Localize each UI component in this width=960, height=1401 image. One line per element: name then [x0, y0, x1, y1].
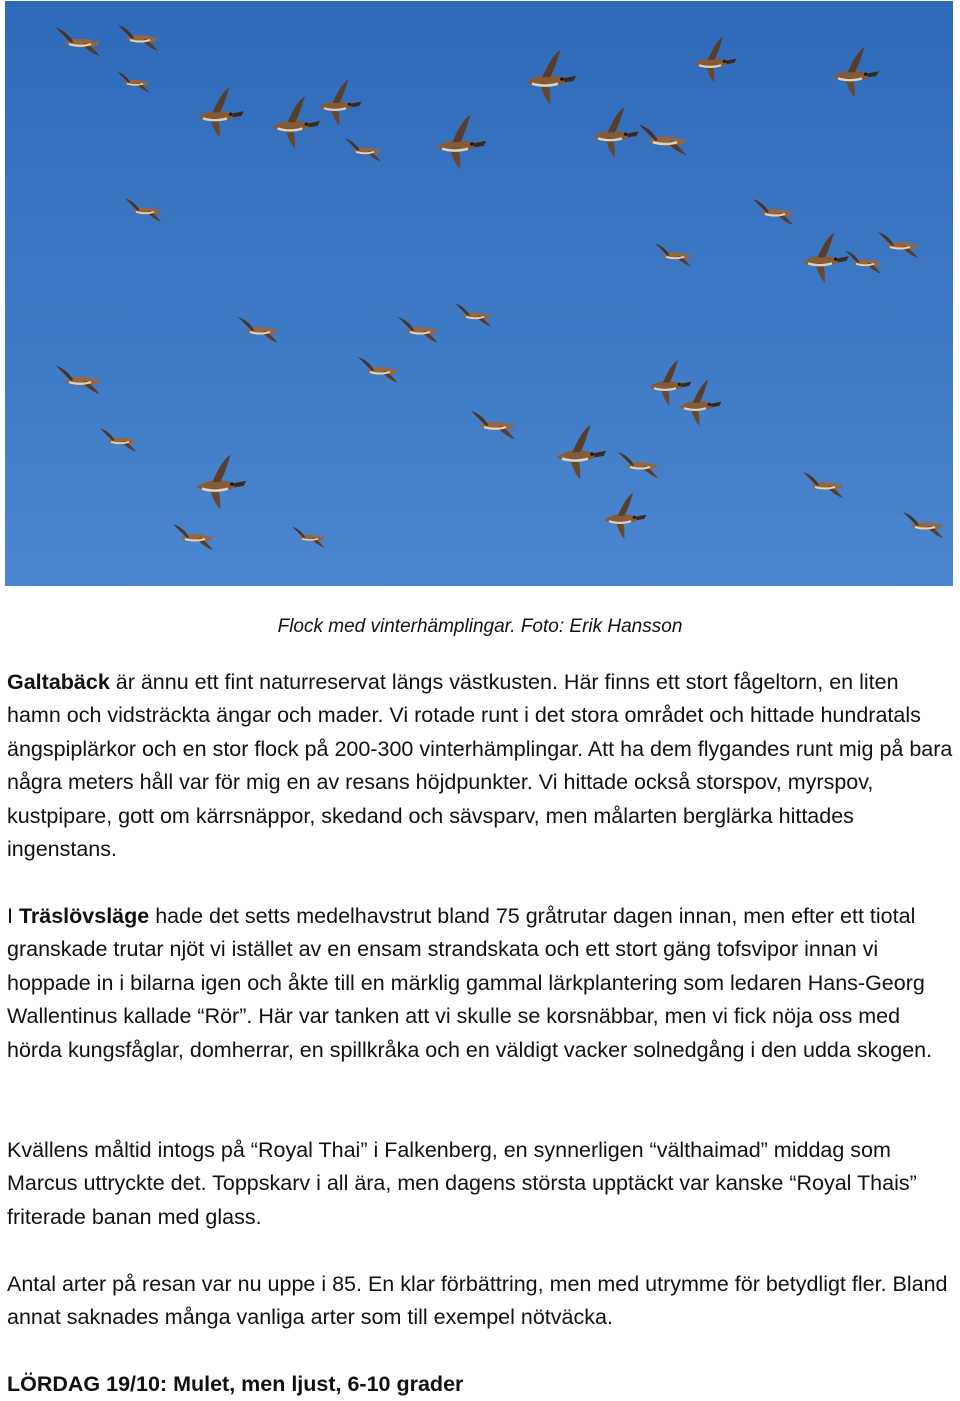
section-heading-saturday: LÖRDAG 19/10: Mulet, men ljust, 6-10 grader — [7, 1372, 464, 1396]
paragraph-galtaback — [7, 666, 955, 866]
place-name-traslovslage: Träslövsläge — [18, 904, 150, 928]
paragraph-traslovslage — [7, 900, 955, 1067]
paragraph-dinner: Kvällens måltid intogs på “Royal Thai” i Falkenberg, en synnerligen “välthaimad” middag som Marcus uttryckte det. Toppskarv i all ära, men dagens största upptäckt var kanske “Royal Thais” friterade banan med glass. — [7, 1138, 917, 1229]
paragraph-traslovslage-text: hade det setts medelhavstrut bland 75 gråtrutar dagen innan, men efter ett tiotal granskade trutar njöt vi istället av en ensam strandskata och ett stort gäng tofsvipor innan vi hoppade in i bilarna igen och åkte till en märklig gammal lärkplantering som ledaren Hans-Georg Wallentinus kallade “Rör”. Här var tanken att vi skulle se korsnäbbar, men vi fick nöja oss med hörda kungsfåglar, domherrar, en spillkråka och en väldigt vacker solnedgång i den udda skogen. — [7, 904, 933, 1062]
paragraph-species-count: Antal arter på resan var nu uppe i 85. En klar förbättring, men med utrymme för betydligt fler. Bland annat saknades många vanliga arter som till exempel nötväcka. — [7, 1272, 948, 1330]
paragraph-prefix: I — [7, 904, 19, 928]
bird-flock-photo — [5, 1, 953, 586]
place-name-galtaback: Galtabäck — [7, 670, 110, 694]
photo-caption: Flock med vinterhämplingar. Foto: Erik Hansson — [277, 616, 683, 637]
paragraph-galtaback-text: är ännu ett fint naturreservat längs västkusten. Här finns ett stort fågeltorn, en liten hamn och vidsträckta ängar och mader. Vi rotade runt i det stora området och hittade hundratals ängspiplärkor och en stor flock på 200-300 vinterhämplingar. Att ha dem flygandes runt mig på bara några meters håll var för mig en av resans höjdpunkter. Vi hittade också storspov, myrspov, kustpipare, gott om kärrsnäppor, skedand och sävsparv, men målarten berglärka hittades ingenstans. — [7, 670, 953, 862]
